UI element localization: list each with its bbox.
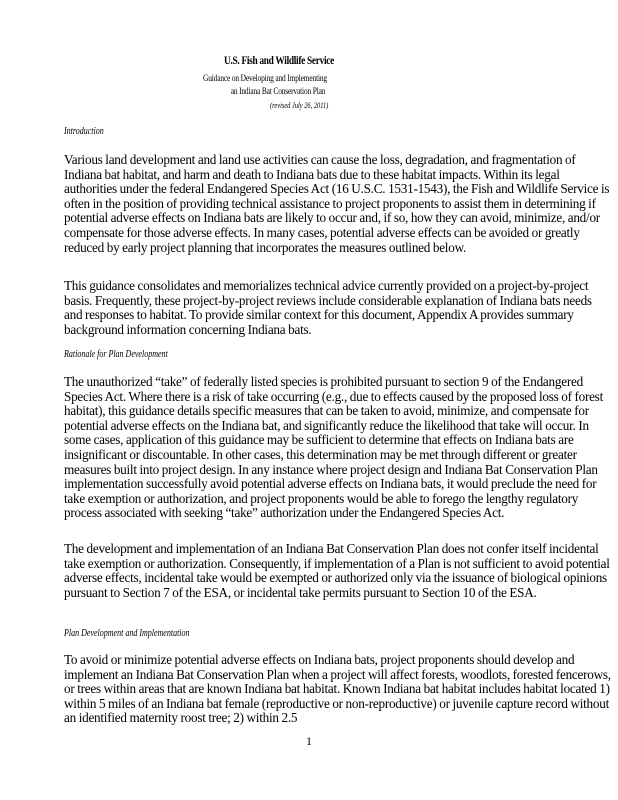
plan-paragraph-1: To avoid or minimize potential adverse effects on Indiana bats, project proponents should develop and implement an Indiana Bat Conservation Plan when a project will affect forests, woodlots, forested fencerows, or trees within areas that are known Indiana bat habitat. Known Indiana bat habitat includes habitat located 1) within 5 miles of an Indiana bat female (reproductive or non-reproductive) or juvenile capture record without an identified maternity roost tree; 2) within 2.5 — [64, 652, 611, 726]
heading-introduction: Introduction — [64, 126, 104, 137]
heading-plan-development: Plan Development and Implementation — [64, 628, 190, 639]
rationale-paragraph-2: The development and implementation of an Indiana Bat Conservation Plan does not confer itself incidental take exemption or authorization. Consequently, if implementation of a Plan is not sufficient to avoid potential adverse effects, incidental take would be exempted or authorized only via the issuance of biological opinions pursuant to Section 7 of the ESA, or incidental take permits pursuant to Section 10 of the ESA. — [64, 541, 610, 600]
heading-rationale: Rationale for Plan Development — [64, 349, 168, 360]
page-number: 1 — [306, 734, 312, 748]
rationale-paragraph-1: The unauthorized “take” of federally listed species is prohibited pursuant to section 9 of the Endangered Species Act. Where there is a risk of take occurring (e.g., due to effects caused by the proposed loss of forest habitat), this guidance details specific measures that can be taken to avoid, minimize, and compensate for potential adverse effects on the Indiana bat, and significantly reduce the likelihood that take will occur. In some cases, application of this guidance may be sufficient to determine that effects on Indiana bats are insignificant or discountable. In other cases, this determination may be met through different or greater measures built into project design. In any instance where project design and Indiana Bat Conservation Plan implementation successfully avoid potential adverse effects on Indiana bats, it would preclude the need for take exemption or authorization, and project proponents would be able to forego the lengthy regulatory process associated with seeking “take” authorization under the Endangered Species Act. — [64, 374, 603, 521]
document-title-line-2: an Indiana Bat Conservation Plan — [230, 87, 326, 97]
introduction-paragraph-1: Various land development and land use activities can cause the loss, degradation, and fragmentation of Indiana bat habitat, and harm and death to Indiana bats due to these habitat impacts. Within its legal authorities under the federal Endangered Species Act (16 U.S.C. 1531-1543), the Fish and Wildlife Service is often in the position of providing technical assistance to project proponents to assist them in determining if potential adverse effects on Indiana bats are likely to occur and, if so, how they can avoid, minimize, and/or compensate for those adverse effects. In many cases, potential adverse effects can be avoided or greatly reduced by early project planning that incorporates the measures outlined below. — [64, 152, 610, 255]
introduction-paragraph-2: This guidance consolidates and memorializes technical advice currently provided on a project-by-project basis. Frequently, these project-by-project reviews include considerable explanation of Indiana bats needs and responses to habitat. To provide similar context for this document, Appendix A provides summary background information concerning Indiana bats. — [64, 278, 592, 337]
agency-title: U.S. Fish and Wildlife Service — [224, 53, 334, 67]
revision-date: (revised July 26, 2011) — [270, 101, 329, 110]
document-title-line-1: Guidance on Developing and Implementing — [203, 74, 327, 84]
